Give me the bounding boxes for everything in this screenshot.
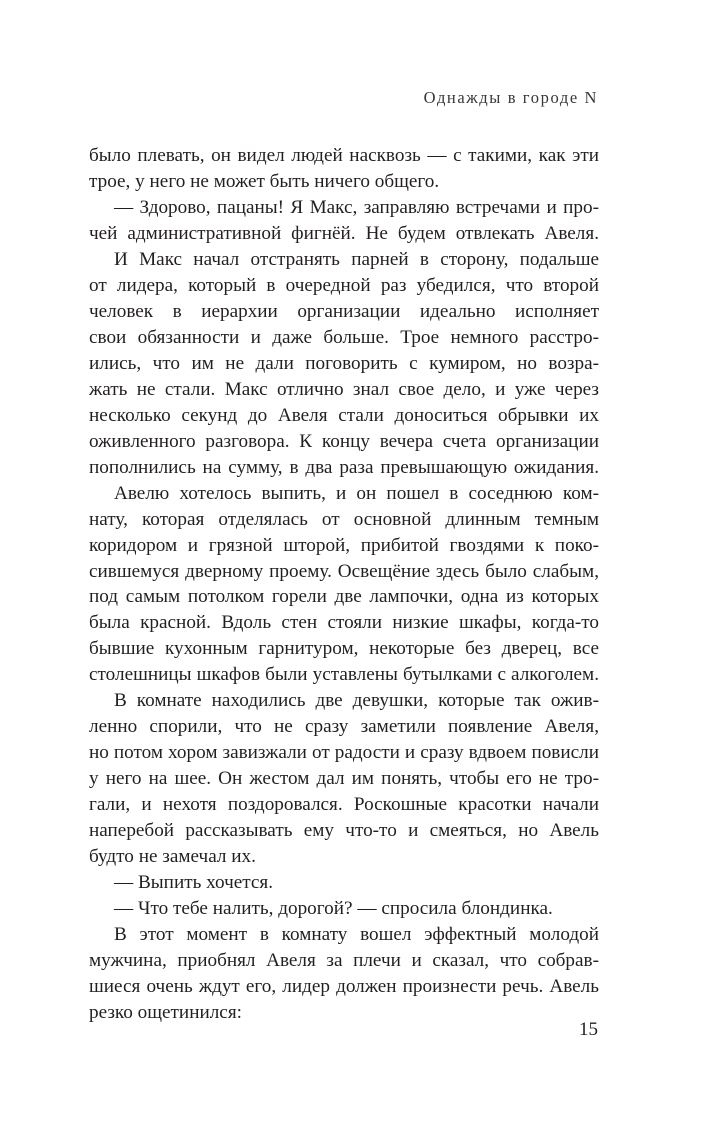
text-line: ленно спорили, что не сразу заметили появление Авеля, [89, 716, 599, 738]
text-line: — Что тебе налить, дорогой? — спросила блондинка. [114, 898, 553, 920]
text-line: была красной. Вдоль стен стояли низкие шкафы, когда-то [89, 612, 599, 634]
text-line: В комнате находились две девушки, которые так ожив- [114, 690, 599, 712]
body-text [89, 143, 599, 1026]
text-line: было плевать, он видел людей насквозь — с такими, как эти [89, 145, 599, 166]
text-line: В этот момент в комнату вошел эффектный молодой [114, 924, 599, 946]
text-line: трое, у него не может быть ничего общего. [89, 170, 440, 192]
text-line: И Макс начал отстранять парней в сторону, подальше [114, 248, 599, 270]
running-header: Однажды в городе N [423, 88, 598, 107]
text-line: свои обязанности и даже больше. Трое немного расстро- [89, 326, 599, 348]
text-line: ились, что им не дали поговорить с кумиром, но возра- [89, 352, 599, 374]
text-line: несколько секунд до Авеля стали доноситься обрывки их [89, 404, 599, 426]
page-number: 15 [579, 1019, 598, 1040]
text-line: — Выпить хочется. [114, 872, 274, 894]
text-line: Авелю хотелось выпить, и он пошел в соседнюю ком- [114, 482, 599, 504]
text-line: столешницы шкафов были уставлены бутылками с алкоголем. [89, 664, 599, 686]
text-line: чей административной фигнёй. Не будем отвлекать Авеля. [89, 222, 599, 244]
text-line: под самым потолком горели две лампочки, одна из которых [89, 586, 599, 608]
text-line: пополнились на сумму, в два раза превышающую ожидания. [89, 456, 599, 478]
text-line: гали, и нехотя поздоровался. Роскошные красотки начали [89, 794, 599, 816]
text-line: бывшие кухонным гарнитуром, некоторые без дверец, все [89, 638, 599, 660]
text-line: коридором и грязной шторой, прибитой гвоздями к поко- [89, 534, 599, 556]
text-line: шиеся очень ждут его, лидер должен произнести речь. Авель [89, 976, 599, 997]
text-line: резко ощетинился: [89, 1001, 242, 1023]
text-line: но потом хором завизжали от радости и сразу вдвоем повисли [89, 742, 599, 764]
text-line: — Здорово, пацаны! Я Макс, заправляю встречами и про- [114, 196, 599, 218]
text-line: нату, которая отделялась от основной длинным темным [89, 508, 599, 530]
text-line: наперебой рассказывать ему что-то и смеяться, но Авель [89, 820, 599, 842]
text-line: у него на шее. Он жестом дал им понять, чтобы его не тро- [89, 768, 599, 790]
text-line: жать не стали. Макс отлично знал свое дело, и уже через [89, 378, 599, 400]
text-line: сившемуся дверному проему. Освещёние здесь было слабым, [89, 560, 599, 582]
text-line: оживленного разговора. К концу вечера счета организации [89, 430, 599, 452]
text-line: мужчина, приобнял Авеля за плечи и сказал, что собрав- [89, 950, 599, 972]
text-line: будто не замечал их. [89, 846, 256, 868]
text-line: от лидера, который в очередной раз убедился, что второй [89, 274, 599, 296]
text-line: человек в иерархии организации идеально исполняет [89, 300, 599, 322]
